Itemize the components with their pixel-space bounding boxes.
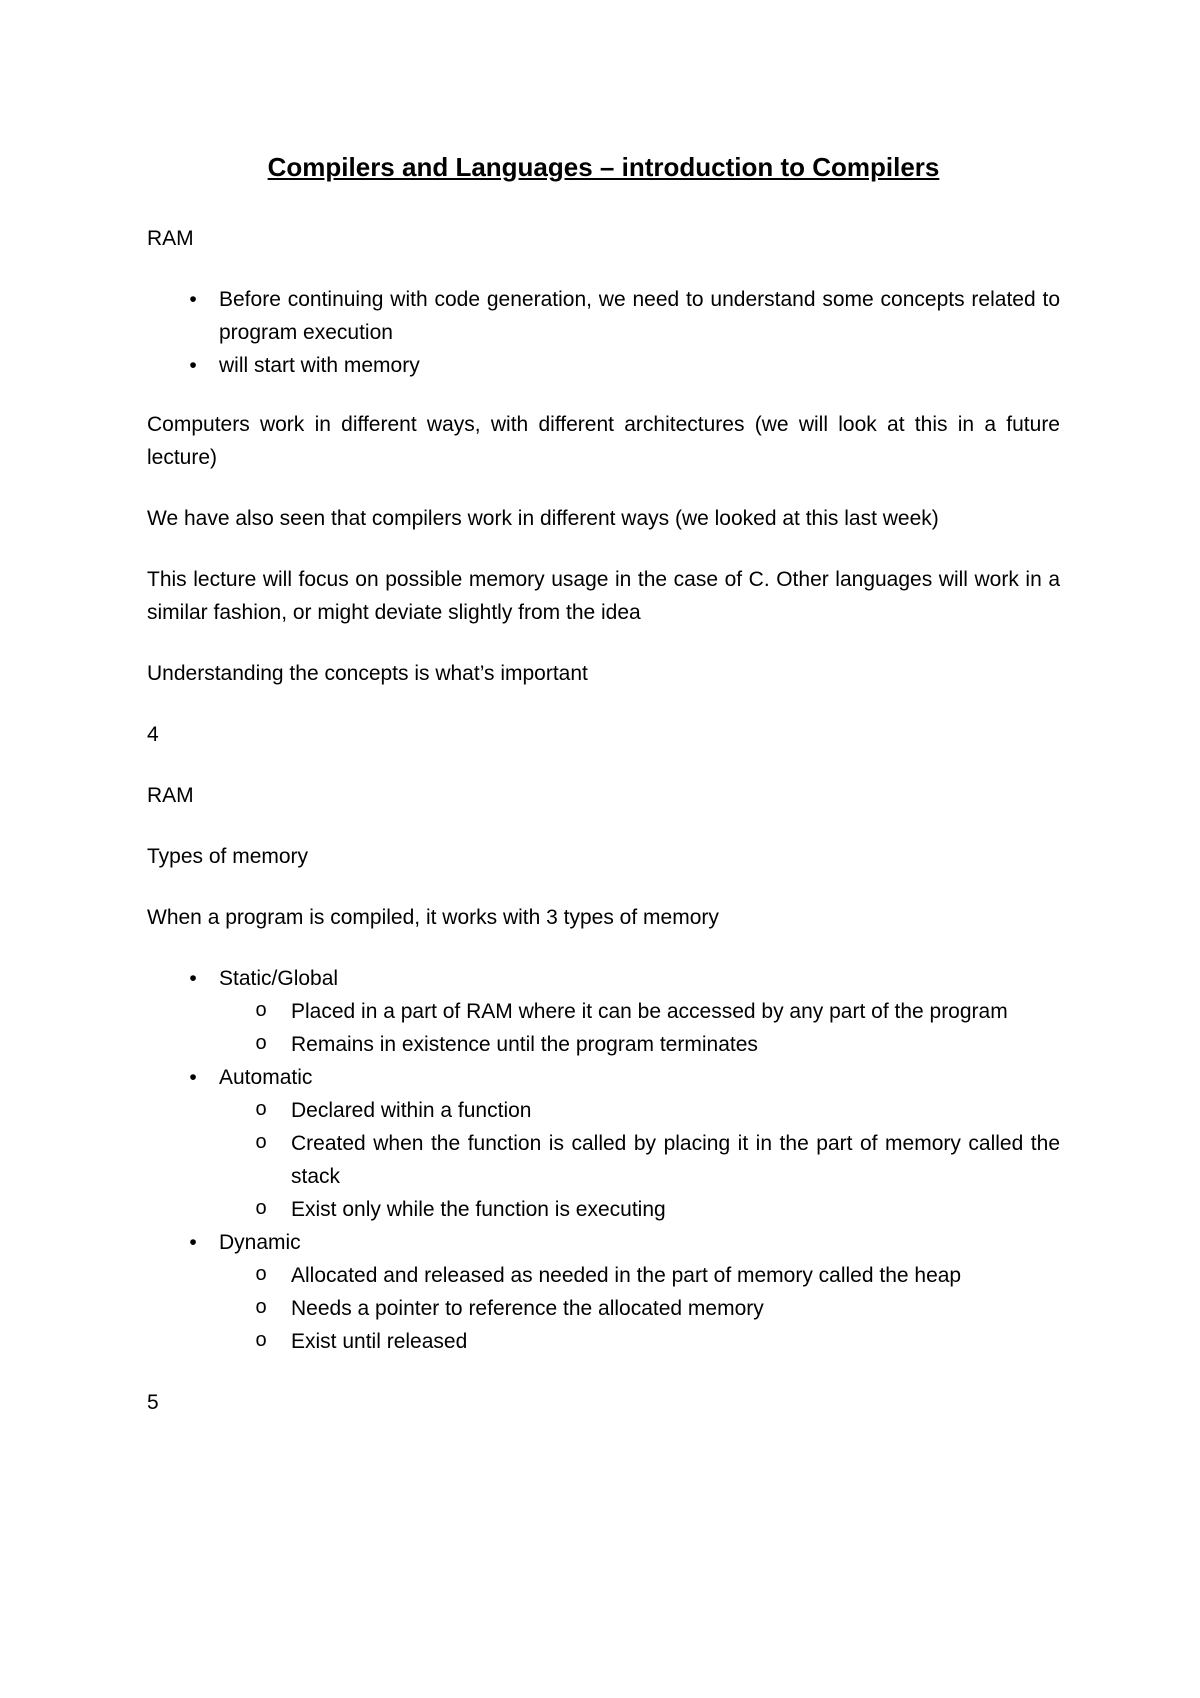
bullet-icon: •	[189, 1231, 197, 1254]
list-item	[219, 1028, 1060, 1061]
circle-bullet-icon: o	[255, 1329, 267, 1351]
bullet-icon: •	[189, 967, 197, 990]
list-item-text: Placed in a part of RAM where it can be accessed by any part of the program	[291, 1000, 1008, 1023]
paragraph: We have also seen that compilers work in different ways (we looked at this last week)	[147, 507, 939, 530]
circle-bullet-icon: o	[255, 999, 267, 1021]
slide-number: 4	[147, 723, 159, 746]
section-subheading: Types of memory	[147, 845, 309, 868]
paragraph: This lecture will focus on possible memory usage in the case of C. Other languages will work in a similar fashion, or might deviate slightly from the idea	[147, 568, 1060, 624]
list-item	[219, 1193, 1060, 1226]
memory-types-list	[147, 962, 1060, 1358]
list-item-text: Needs a pointer to reference the allocated memory	[291, 1297, 764, 1320]
circle-bullet-icon: o	[255, 1296, 267, 1318]
list-item-text: Before continuing with code generation, we need to understand some concepts related to program execution	[219, 288, 1060, 344]
paragraph: When a program is compiled, it works with 3 types of memory	[147, 906, 719, 929]
intro-bullet-list	[147, 283, 1060, 382]
list-item-text: Created when the function is called by placing it in the part of memory called the stack	[291, 1132, 1060, 1188]
circle-bullet-icon: o	[255, 1263, 267, 1285]
list-item	[219, 995, 1060, 1028]
slide-number: 5	[147, 1391, 159, 1414]
list-item-text: Exist until released	[291, 1330, 468, 1353]
sub-bullet-list	[219, 1259, 1060, 1358]
list-item-text: will start with memory	[219, 354, 420, 377]
list-item-text: Dynamic	[219, 1231, 301, 1254]
list-item	[147, 349, 1060, 382]
list-item	[219, 1259, 1060, 1292]
circle-bullet-icon: o	[255, 1098, 267, 1120]
sub-bullet-list	[219, 995, 1060, 1061]
document-body	[147, 150, 1060, 1447]
list-item	[219, 1292, 1060, 1325]
list-item-text: Automatic	[219, 1066, 313, 1089]
bullet-icon: •	[189, 288, 197, 311]
bullet-icon: •	[189, 1066, 197, 1089]
list-item	[147, 1226, 1060, 1358]
circle-bullet-icon: o	[255, 1197, 267, 1219]
sub-bullet-list	[219, 1094, 1060, 1226]
document-title: Compilers and Languages – introduction to Compilers	[267, 152, 940, 182]
list-item-text: Remains in existence until the program terminates	[291, 1033, 758, 1056]
section-heading-ram: RAM	[147, 784, 194, 807]
circle-bullet-icon: o	[255, 1032, 267, 1054]
section-heading-ram: RAM	[147, 227, 194, 250]
list-item-text: Static/Global	[219, 967, 339, 990]
paragraph: Understanding the concepts is what’s important	[147, 662, 588, 685]
list-item-text: Allocated and released as needed in the part of memory called the heap	[291, 1264, 962, 1287]
list-item	[219, 1325, 1060, 1358]
circle-bullet-icon: o	[255, 1131, 267, 1153]
list-item	[147, 1061, 1060, 1226]
list-item-text: Declared within a function	[291, 1099, 532, 1122]
list-item-text: Exist only while the function is executing	[291, 1198, 666, 1221]
paragraph: Computers work in different ways, with different architectures (we will look at this in a future lecture)	[147, 413, 1060, 469]
list-item	[147, 962, 1060, 1061]
list-item	[147, 283, 1060, 349]
list-item	[219, 1127, 1060, 1193]
bullet-icon: •	[189, 354, 197, 377]
list-item	[219, 1094, 1060, 1127]
